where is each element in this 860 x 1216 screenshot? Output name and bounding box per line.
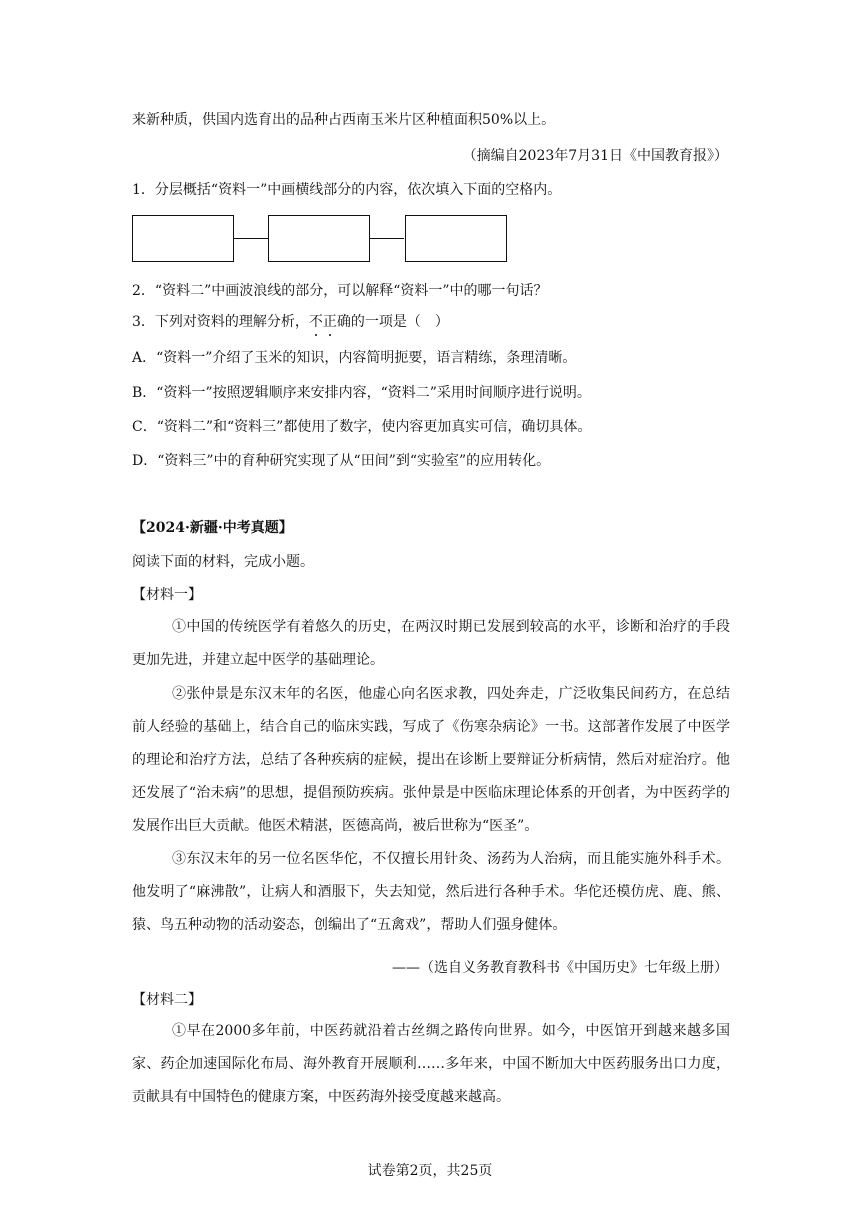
- box-connector-2: [370, 238, 404, 239]
- section-heading: 【2024·新疆·中考真题】: [132, 520, 293, 536]
- emphasis-char-1: 不: [308, 314, 323, 330]
- question-2: 2．“资料二”中画波浪线的部分，可以解释“资料一”中的哪一句话？: [132, 283, 548, 299]
- material-1-paragraph-3: ③东汉末年的另一位名医华佗，不仅擅长用针灸、汤药为人治病，而且能实施外科手术。他发明了“麻沸散”，让病人和酒服下，失去知觉，然后进行各种手术。华佗还模仿虎、鹿、熊、猿、鸟五种动物的活动姿态，创编出了“五禽戏”，帮助人们强身健体。: [132, 851, 730, 933]
- source-citation: （摘编自2023年7月31日《中国教育报》）: [462, 148, 728, 164]
- answer-box-2[interactable]: [268, 215, 370, 262]
- material-1-label: 【材料一】: [132, 587, 202, 603]
- question-3: [132, 312, 449, 332]
- top-text-line: 来新种质，供国内选育出的品种占西南玉米片区种植面积50%以上。: [132, 112, 556, 128]
- answer-box-3[interactable]: [405, 215, 507, 262]
- question-3-suffix: 确的一项是（ ）: [336, 314, 449, 330]
- material-1-paragraph-1: ①中国的传统医学有着悠久的历史，在两汉时期已发展到较高的水平，诊断和治疗的手段更加先进，并建立起中医学的基础理论。: [132, 619, 730, 668]
- box-connector-1: [234, 238, 268, 239]
- answer-box-1[interactable]: [132, 215, 234, 262]
- material-1-source: ——（选自义务教育教科书《中国历史》七年级上册）: [392, 960, 728, 976]
- material-2-label: 【材料二】: [132, 992, 202, 1008]
- material-1-paragraph-2: ②张仲景是东汉末年的名医，他虚心向名医求教，四处奔走，广泛收集民间药方，在总结前人经验的基础上，结合自己的临床实践，写成了《伤寒杂病论》一书。这部著作发展了中医学的理论和治疗方法，总结了各种疾病的症候，提出在诊断上要辩证分析病情，然后对症治疗。他还发展了“治未病”的思想，提倡预防疾病。张仲景是中医临床理论体系的开创者，为中医药学的发展作出巨大贡献。他医术精湛，医德高尚，被后世称为“医圣”。: [132, 686, 730, 834]
- page-footer: 试卷第2页，共25页: [367, 1163, 493, 1179]
- option-a: A．“资料一”介绍了玉米的知识，内容简明扼要，语言精练，条理清晰。: [132, 350, 577, 366]
- emphasis-char-2: 正: [322, 314, 337, 330]
- option-c: C．“资料二”和“资料三”都使用了数字，使内容更加真实可信，确切具体。: [132, 419, 592, 435]
- question-3-prefix: 3．下列对资料的理解分析，: [132, 314, 309, 330]
- option-d: D．“资料三”中的育种研究实现了从“田间”到“实验室”的应用转化。: [132, 453, 551, 469]
- option-b: B．“资料一”按照逻辑顺序来安排内容，“资料二”采用时间顺序进行说明。: [132, 385, 591, 401]
- material-2-paragraph-1: ①早在2000多年前，中医药就沿着古丝绸之路传向世界。如今，中医馆开到越来越多国家、药企加速国际化布局、海外教育开展顺利……多年来，中国不断加大中医药服务出口力度，贡献具有中国特色的健康方案，中医药海外接受度越来越高。: [132, 1023, 730, 1105]
- question-1: 1．分层概括“资料一”中画横线部分的内容，依次填入下面的空格内。: [132, 182, 562, 198]
- section-instruction: 阅读下面的材料，完成小题。: [132, 554, 314, 570]
